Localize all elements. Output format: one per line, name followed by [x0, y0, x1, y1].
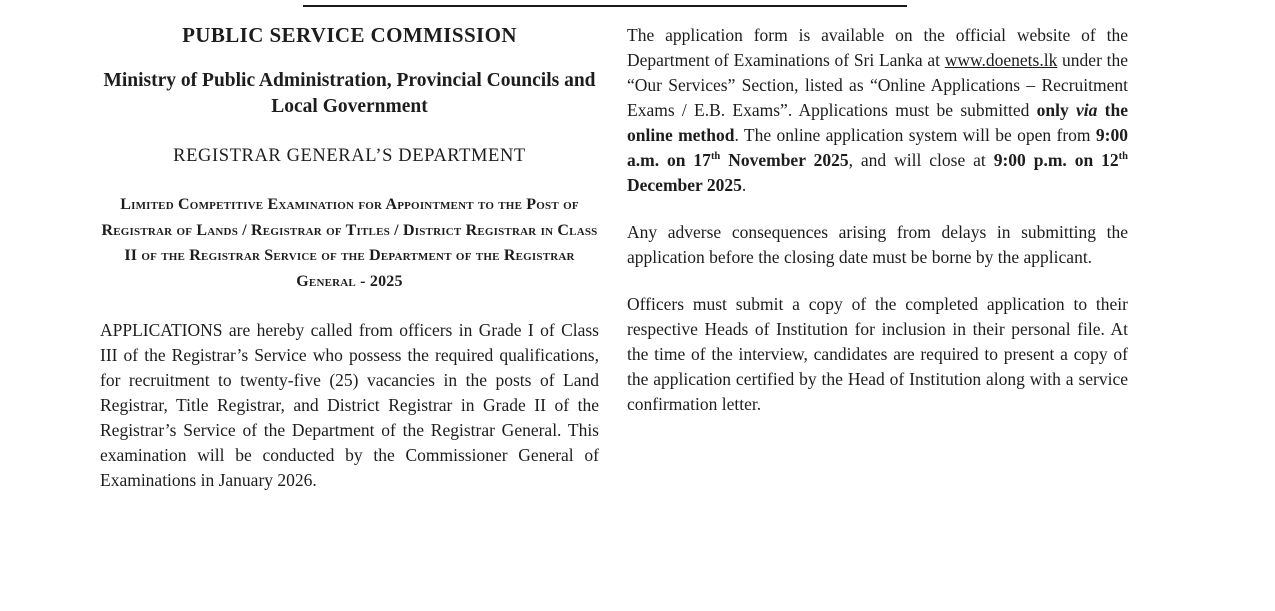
text-run: The application form is available on the official website of the Department of Examinations of Sri Lanka at: [627, 25, 1128, 70]
text-run: via: [1076, 100, 1098, 120]
exam-title: Limited Competitive Examination for Appointment to the Post of Registrar of Lands / Registrar of Titles / District Registrar in Class II of the Registrar Service of the Department of the Registrar General - 2025: [101, 196, 598, 290]
delay-warning-paragraph: Any adverse consequences arising from delays in submitting the application before the closing date must be borne by the applicant.: [627, 222, 1128, 267]
text-run: . The online application system will be open from: [734, 125, 1096, 145]
text-run: November 2025: [720, 150, 849, 170]
text-run: , and will close at: [848, 150, 994, 170]
left-column: [100, 22, 599, 493]
text-run: under the “Our Services” Section, listed as “Online Applications – Recruitment Exams / E.B. Exams”. Applications must be submitted: [627, 50, 1128, 120]
text-run: only: [1036, 100, 1076, 120]
text-run: th: [710, 151, 721, 163]
text-run: 9:00 a.m. on 17: [627, 125, 1128, 170]
text-run: December 2025: [627, 175, 742, 195]
application-availability-paragraph: [627, 23, 1128, 198]
commission-title: PUBLIC SERVICE COMMISSION: [182, 23, 517, 47]
institution-copy-paragraph: Officers must submit a copy of the completed application to their respective Heads of Institution for inclusion in their personal file. At the time of the interview, candidates are required to present a copy of the application certified by the Head of Institution along with a service confirmation letter.: [627, 294, 1128, 414]
text-run: 9:00 p.m. on 12: [993, 150, 1119, 170]
intro-paragraph: APPLICATIONS are hereby called from officers in Grade I of Class III of the Registrar’s Service who possess the required qualifications, for recruitment to twenty-five (25) vacancies in the posts of Land Registrar, Title Registrar, and District Registrar in Grade II of the Registrar’s Service of the Department of the Registrar General. This examination will be conducted by the Commissioner General of Examinations in January 2026.: [100, 320, 599, 490]
text-run: .: [741, 175, 747, 195]
text-run: th: [1118, 151, 1129, 163]
department-title: REGISTRAR GENERAL’S DEPARTMENT: [173, 146, 526, 166]
ministry-title: Ministry of Public Administration, Provincial Councils and Local Government: [103, 70, 596, 117]
top-divider: [303, 5, 907, 7]
doenets-link[interactable]: www.doenets.lk: [944, 50, 1058, 70]
right-column: [627, 23, 1128, 417]
text-run: the online method: [627, 100, 1128, 145]
